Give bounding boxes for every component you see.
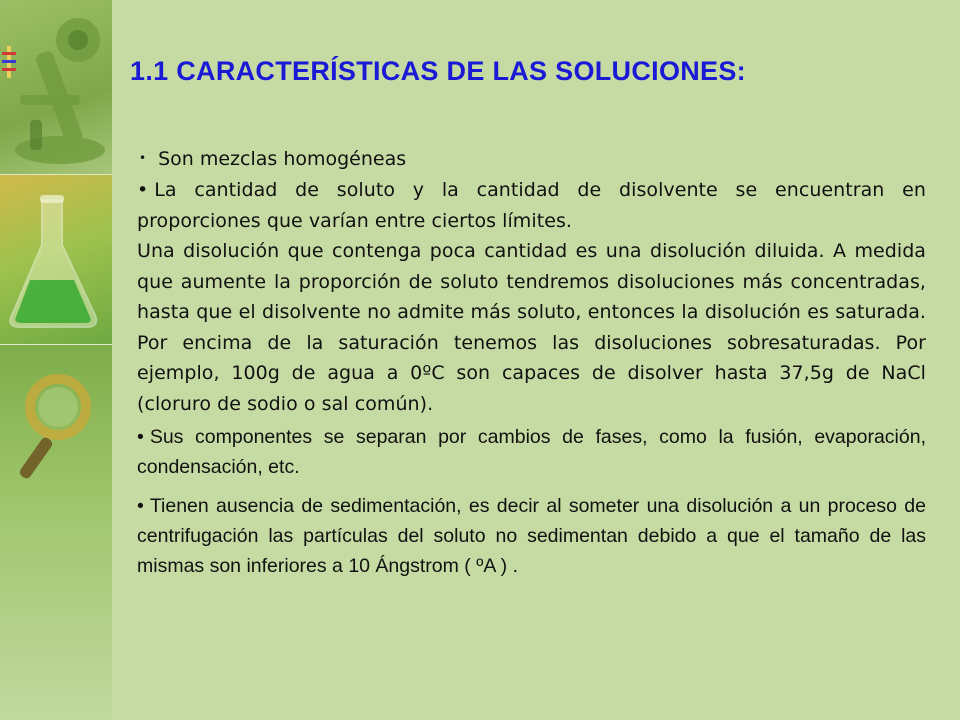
paragraph-text: Tienen ausencia de sedimentación, es decir al someter una disolución a un proceso de centrifugación las partículas del soluto no sedimentan debido a que el tamaño de las mismas son inferiores a 10 Ángstrom ( ºA ) . bbox=[137, 495, 926, 577]
slide-marker-icon bbox=[2, 46, 16, 78]
magnifier-image bbox=[0, 345, 112, 720]
bullet-paragraph bbox=[137, 422, 926, 482]
paragraph bbox=[137, 236, 926, 419]
paragraph-text: Sus componentes se separan por cambios de fases, como la fusión, evaporación, condensación, etc. bbox=[137, 426, 926, 478]
magnifier-icon bbox=[0, 345, 112, 545]
slide-title: 1.1 CARACTERÍSTICAS DE LAS SOLUCIONES: bbox=[130, 56, 746, 86]
flask-image bbox=[0, 175, 112, 345]
bullet-paragraph bbox=[137, 143, 926, 175]
microscope-icon bbox=[0, 0, 112, 175]
paragraph-text: Son mezclas homogéneas bbox=[158, 148, 407, 170]
bullet-paragraph bbox=[137, 175, 926, 236]
flask-icon bbox=[0, 175, 112, 345]
bullet-icon: • bbox=[137, 426, 144, 448]
bullet-icon: • bbox=[139, 151, 147, 165]
paragraph-text: Una disolución que contenga poca cantidad es una disolución diluida. A medida que aumente la proporción de soluto tendremos disoluciones más concentradas, hasta que el disolvente no admite más soluto, entonces la disolución es saturada. Por encima de la saturación tenemos las disoluciones sobresaturadas. Por ejemplo, 100g de agua a 0ºC son capaces de disolver hasta 37,5g de NaCl (cloruro de sodio o sal común). bbox=[137, 240, 926, 415]
microscope-image bbox=[0, 0, 112, 175]
paragraph-text: La cantidad de soluto y la cantidad de disolvente se encuentran en proporciones que varían entre ciertos límites. bbox=[137, 179, 926, 232]
slide-body bbox=[137, 143, 926, 581]
sidebar-decoration bbox=[0, 0, 112, 720]
bullet-icon: • bbox=[137, 179, 149, 201]
bullet-icon: • bbox=[137, 495, 144, 517]
bullet-paragraph bbox=[137, 491, 926, 581]
